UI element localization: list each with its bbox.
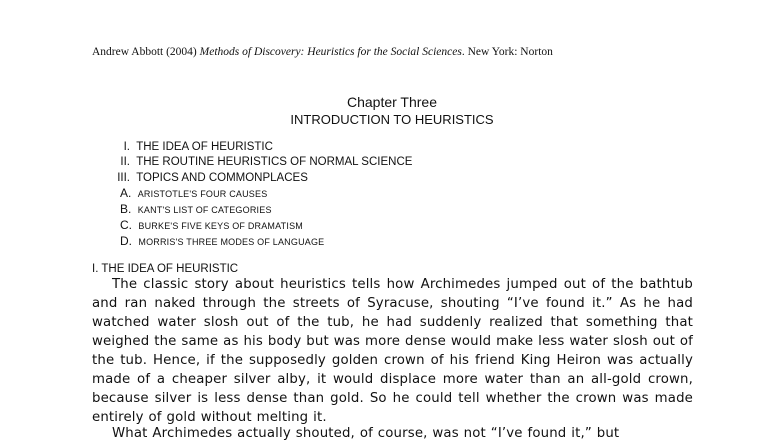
toc-subitem-number: D. <box>120 234 132 248</box>
body-paragraph-2: What Archimedes actually shouted, of course, was not “I’ve found it,” but <box>112 426 620 441</box>
toc-subitem-label: ARISTOTLE'S FOUR CAUSES <box>137 189 268 199</box>
toc-item-number: I. <box>123 141 130 153</box>
toc-item-3 <box>110 172 308 184</box>
toc-item-number: II. <box>120 156 130 168</box>
toc-subitem-b <box>120 202 272 216</box>
toc-subitem-number: A. <box>120 186 132 200</box>
toc-item-label: THE IDEA OF HEURISTIC <box>136 141 273 153</box>
toc-item-label: TOPICS AND COMMONPLACES <box>136 172 308 184</box>
toc-item-label: THE ROUTINE HEURISTICS OF NORMAL SCIENCE <box>136 156 413 168</box>
citation-prefix: Andrew Abbott (2004) <box>92 46 200 58</box>
toc-subitem-d <box>120 234 324 248</box>
toc-subitem-number: B. <box>120 202 132 216</box>
citation-title: Methods of Discovery: Heuristics for the Social Sciences <box>199 46 462 58</box>
toc-subitem-label: BURKE'S FIVE KEYS OF DRAMATISM <box>138 221 303 231</box>
toc-subitem-a <box>120 186 267 200</box>
chapter-number: Chapter Three <box>346 94 437 110</box>
chapter-title: INTRODUCTION TO HEURISTICS <box>290 112 494 127</box>
citation-suffix: . New York: Norton <box>461 46 553 58</box>
toc-item-1 <box>110 141 273 153</box>
section-heading: I. THE IDEA OF HEURISTIC <box>92 263 239 275</box>
toc-subitem-number: C. <box>120 218 132 232</box>
toc-subitem-c <box>120 218 303 232</box>
citation <box>92 46 553 58</box>
toc-item-2 <box>110 156 412 168</box>
toc-item-number: III. <box>117 172 130 184</box>
toc-subitem-label: MORRIS'S THREE MODES OF LANGUAGE <box>138 237 325 247</box>
body-paragraph-1: The classic story about heuristics tells how Archimedes jumped out of the bathtub and ran naked through the streets of Syracuse, shouting “I’ve found it.” As he had watched water slosh out of the tub, he had suddenly realized that something that weighed the same as his body but was more dense would make less water slosh out of the tub. Hence, if the supposedly golden crown of his friend King Heiron was actually made of a cheaper silver alby, it would displace more water than an all-gold crown, because silver is less dense than gold. So he could tell whether the crown was made entirely of gold without melting it. <box>92 277 693 425</box>
toc-subitem-label: KANT'S LIST OF CATEGORIES <box>137 205 272 215</box>
